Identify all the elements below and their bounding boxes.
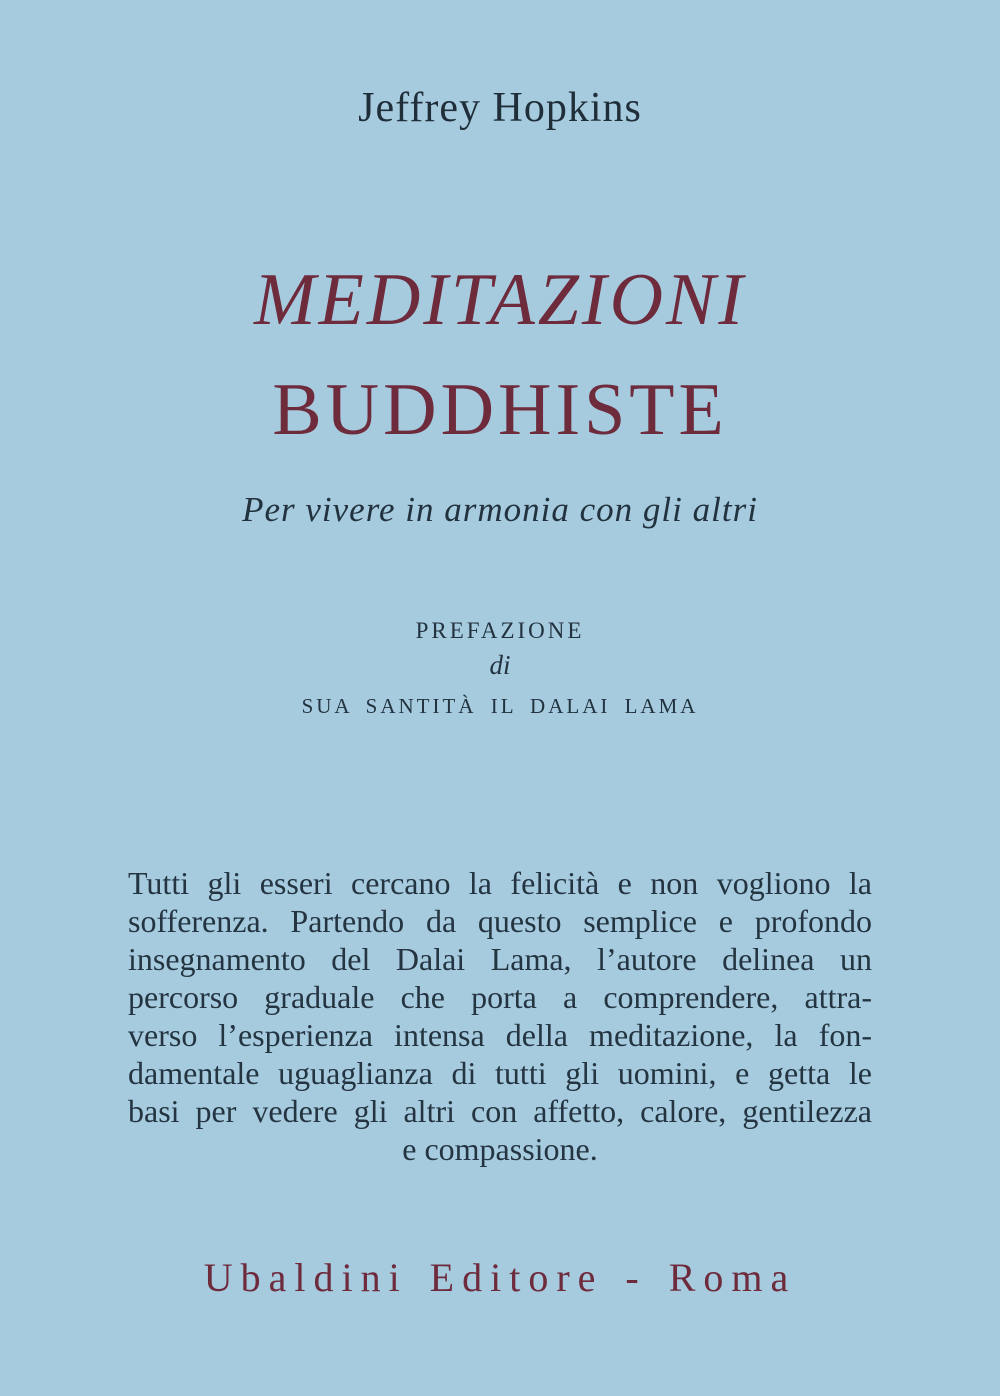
book-title-line-2: BUDDHISTE bbox=[272, 369, 728, 451]
blurb-line: percorso graduale che porta a comprendere, attra- bbox=[128, 979, 872, 1015]
blurb-line: verso l’esperienza intensa della meditazione, la fon- bbox=[128, 1017, 872, 1053]
blurb-line: basi per vedere gli altri con affetto, calore, gentilezza bbox=[128, 1093, 872, 1129]
author-name: Jeffrey Hopkins bbox=[358, 85, 642, 131]
preface-di: di bbox=[489, 650, 511, 680]
blurb-line: Tutti gli esseri cercano la felicità e non vogliono la bbox=[128, 865, 872, 901]
book-subtitle: Per vivere in armonia con gli altri bbox=[242, 490, 758, 529]
preface-label: PREFAZIONE bbox=[415, 618, 585, 643]
blurb-line: e compassione. bbox=[402, 1131, 598, 1167]
publisher-imprint: Ubaldini Editore - Roma bbox=[203, 1255, 797, 1300]
book-title-line-1: MEDITAZIONI bbox=[253, 259, 747, 341]
blurb-line: insegnamento del Dalai Lama, l’autore delinea un bbox=[128, 941, 872, 977]
blurb-line: damentale uguaglianza di tutti gli uomini, e getta le bbox=[128, 1055, 872, 1091]
preface-author: SUA SANTITÀ IL DALAI LAMA bbox=[301, 694, 699, 718]
blurb-line: sofferenza. Partendo da questo semplice e profondo bbox=[128, 903, 872, 939]
back-blurb bbox=[128, 864, 872, 1168]
